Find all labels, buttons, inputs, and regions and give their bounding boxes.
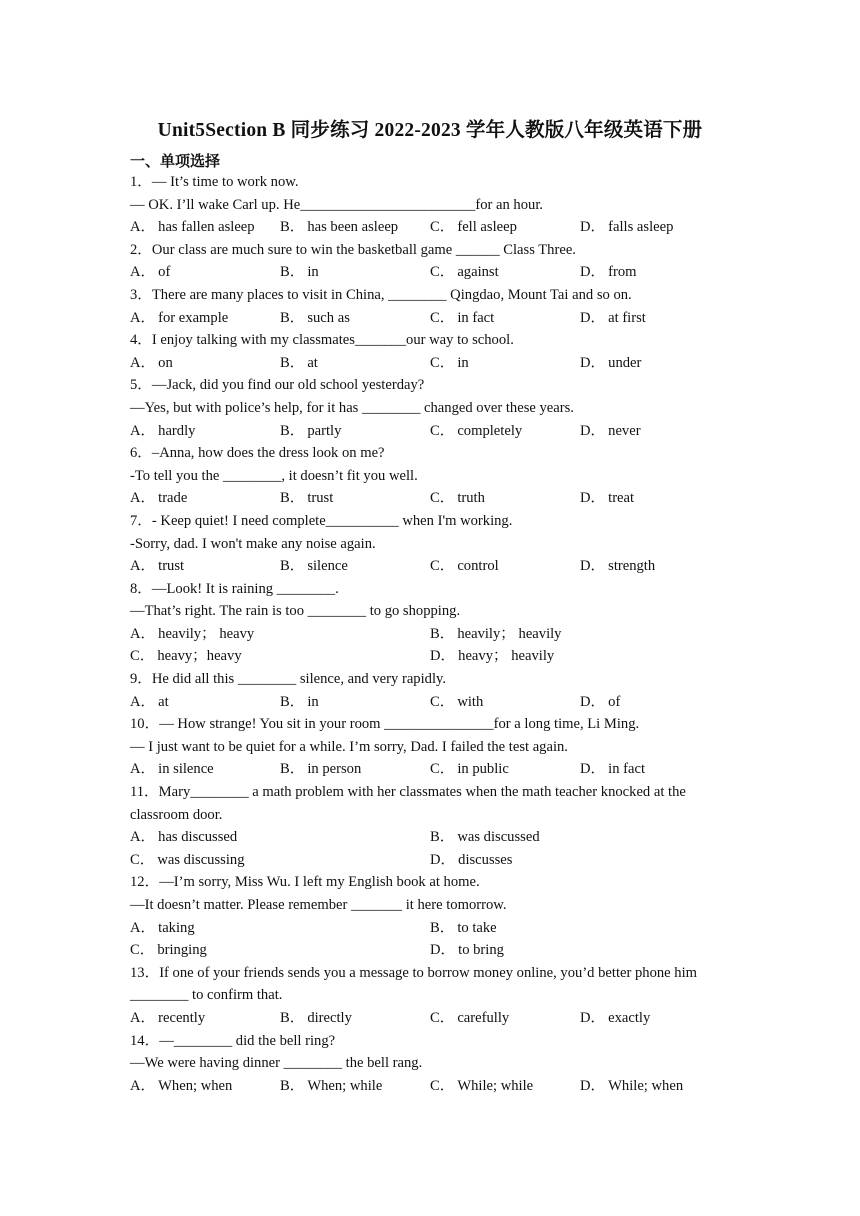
option-text: heavy； heavily [458, 648, 555, 665]
option-letter: C． [430, 490, 455, 507]
option-text: was discussed [457, 829, 540, 846]
option-letter: D． [430, 851, 456, 868]
answer-option[interactable] [580, 555, 655, 578]
option-text: truth [457, 490, 485, 507]
option-letter: C． [430, 422, 455, 439]
document-title: Unit5Section B 同步练习 2022-2023 学年人教版八年级英语下册 [157, 120, 703, 141]
option-text: in fact [608, 761, 646, 778]
option-letter: B． [280, 264, 305, 281]
question-stem: 13．If one of your friends sends you a message to borrow money online, you’d better phone him [130, 964, 698, 981]
option-letter: C． [130, 648, 155, 665]
question-stem-continued: -Sorry, dad. I won't make any noise again. [130, 535, 376, 552]
question-item [130, 871, 730, 961]
option-row [130, 261, 730, 284]
option-letter: B． [280, 761, 305, 778]
option-text: silence [307, 558, 348, 575]
question-stem: 8．—Look! It is raining ________. [130, 580, 339, 597]
question-stem: 6．–Anna, how does the dress look on me? [130, 445, 385, 462]
answer-option[interactable] [130, 487, 187, 510]
option-text: heavily； heavy [158, 625, 255, 642]
answer-option[interactable] [130, 352, 173, 375]
option-letter: B． [280, 422, 305, 439]
option-letter: B． [280, 1077, 305, 1094]
option-letter: A． [130, 354, 156, 371]
option-text: in public [457, 761, 509, 778]
answer-option[interactable] [430, 420, 522, 443]
answer-option[interactable] [130, 758, 214, 781]
option-letter: B． [280, 490, 305, 507]
option-letter: D． [580, 264, 606, 281]
option-letter: B． [280, 1009, 305, 1026]
option-text: exactly [608, 1009, 651, 1026]
option-text: recently [158, 1009, 206, 1026]
question-stem: 2．Our class are much sure to win the basketball game ______ Class Three. [130, 241, 576, 258]
answer-option[interactable] [130, 1075, 232, 1098]
option-letter: A． [130, 919, 156, 936]
option-letter: D． [580, 693, 606, 710]
option-letter: A． [130, 1077, 156, 1094]
option-letter: C． [430, 264, 455, 281]
answer-option[interactable] [130, 623, 254, 646]
question-stem-continued: —Yes, but with police’s help, for it has ________ changed over these years. [130, 399, 574, 416]
option-letter: C． [430, 1077, 455, 1094]
answer-option[interactable] [130, 216, 255, 239]
option-text: While; while [457, 1077, 534, 1094]
option-row [130, 623, 730, 646]
option-text: heavy；heavy [157, 648, 242, 665]
question-stem-continued: —That’s right. The rain is too ________ to go shopping. [130, 603, 461, 620]
option-text: While; when [608, 1077, 684, 1094]
answer-option[interactable] [430, 645, 554, 668]
option-text: falls asleep [608, 219, 674, 236]
option-text: bringing [157, 942, 207, 959]
answer-option[interactable] [130, 917, 195, 940]
option-text: at first [608, 309, 646, 326]
option-text: When; while [307, 1077, 383, 1094]
option-text: with [457, 693, 484, 710]
option-letter: D． [430, 942, 456, 959]
option-text: has fallen asleep [158, 219, 255, 236]
answer-option[interactable] [280, 691, 319, 714]
option-letter: C． [430, 309, 455, 326]
option-text: carefully [457, 1009, 510, 1026]
question-item [130, 284, 730, 329]
question-stem: 1．— It’s time to work now. [130, 174, 299, 190]
question-item [130, 1030, 730, 1098]
option-text: When; when [158, 1077, 233, 1094]
option-row [130, 352, 730, 375]
answer-option[interactable] [280, 487, 333, 510]
question-stem-continued: —It doesn’t matter. Please remember _______ it here tomorrow. [130, 897, 507, 913]
answer-option[interactable] [580, 420, 641, 443]
option-letter: D． [580, 490, 606, 507]
question-item [130, 578, 730, 668]
question-item [130, 510, 730, 578]
option-text: at [158, 693, 169, 710]
option-letter: D． [580, 422, 606, 439]
option-text: in [307, 693, 319, 710]
question-item [130, 239, 730, 284]
option-text: trust [307, 490, 334, 507]
answer-option[interactable] [430, 849, 512, 872]
answer-option[interactable] [580, 261, 637, 284]
option-text: control [457, 558, 499, 575]
option-text: in [457, 354, 469, 371]
answer-option[interactable] [280, 758, 361, 781]
question-stem: 3．There are many places to visit in China, ________ Qingdao, Mount Tai and so on. [130, 286, 632, 303]
option-text: fell asleep [457, 219, 517, 236]
question-stem: 5．—Jack, did you find our old school yesterday? [130, 377, 425, 394]
answer-option[interactable] [130, 307, 228, 330]
answer-option[interactable] [430, 216, 517, 239]
question-stem: 4．I enjoy talking with my classmates_______our way to school. [130, 332, 514, 349]
option-letter: A． [130, 422, 156, 439]
option-letter: B． [280, 309, 305, 326]
answer-option[interactable] [580, 1075, 683, 1098]
option-text: taking [158, 919, 195, 936]
question-item [130, 171, 730, 239]
option-row [130, 555, 730, 578]
option-text: of [608, 693, 621, 710]
option-letter: B． [280, 219, 305, 236]
option-letter: A． [130, 829, 156, 846]
option-letter: D． [580, 1077, 606, 1094]
option-text: on [158, 354, 173, 371]
option-text: in silence [158, 761, 214, 778]
option-row [130, 1075, 730, 1098]
question-stem-continued: ________ to confirm that. [130, 987, 283, 1004]
answer-option[interactable] [430, 487, 485, 510]
question-list [130, 171, 730, 1097]
option-letter: A． [130, 219, 156, 236]
option-letter: D． [580, 761, 606, 778]
option-text: never [608, 422, 641, 439]
question-stem-continued: classroom door. [130, 806, 223, 823]
question-item [130, 374, 730, 442]
option-row [130, 487, 730, 510]
option-letter: C． [430, 693, 455, 710]
option-row [130, 645, 730, 668]
option-row [130, 917, 730, 940]
answer-option[interactable] [430, 1007, 509, 1030]
option-letter: C． [430, 1009, 455, 1026]
option-letter: A． [130, 264, 156, 281]
answer-option[interactable] [580, 307, 646, 330]
answer-option[interactable] [130, 691, 169, 714]
option-letter: A． [130, 309, 156, 326]
answer-option[interactable] [580, 758, 645, 781]
option-text: treat [608, 490, 635, 507]
answer-option[interactable] [430, 826, 540, 849]
answer-option[interactable] [280, 216, 398, 239]
option-letter: D． [580, 309, 606, 326]
answer-option[interactable] [130, 420, 195, 443]
option-letter: C． [430, 354, 455, 371]
option-text: of [158, 264, 171, 281]
option-letter: D． [430, 648, 456, 665]
question-stem-continued: — I just want to be quiet for a while. I’m sorry, Dad. I failed the test again. [130, 738, 568, 755]
answer-option[interactable] [130, 849, 245, 872]
answer-option[interactable] [280, 1007, 352, 1030]
option-letter: D． [580, 219, 606, 236]
option-row [130, 1007, 730, 1030]
option-letter: A． [130, 625, 156, 642]
answer-option[interactable] [430, 307, 494, 330]
option-row [130, 758, 730, 781]
option-text: partly [307, 422, 342, 439]
question-stem: 14．—________ did the bell ring? [130, 1032, 336, 1049]
answer-option[interactable] [580, 216, 673, 239]
option-letter: C． [430, 219, 455, 236]
answer-option[interactable] [280, 420, 341, 443]
option-text: from [608, 264, 637, 281]
option-letter: A． [130, 558, 156, 575]
option-text: in fact [457, 309, 495, 326]
answer-option[interactable] [430, 1075, 533, 1098]
question-stem: 11．Mary________ a math problem with her classmates when the math teacher knocked at the [130, 784, 686, 801]
question-stem-continued: —We were having dinner ________ the bell rang. [130, 1055, 423, 1072]
answer-option[interactable] [130, 645, 242, 668]
option-text: discusses [458, 851, 513, 868]
option-text: directly [307, 1009, 352, 1026]
option-text: such as [307, 309, 350, 326]
option-letter: D． [580, 1009, 606, 1026]
section-heading: 一、单项选择 [130, 152, 221, 170]
answer-option[interactable] [430, 758, 509, 781]
question-stem-continued: -To tell you the ________, it doesn’t fit you well. [130, 467, 418, 484]
option-row [130, 691, 730, 714]
answer-option[interactable] [430, 917, 497, 940]
option-text: in person [307, 761, 362, 778]
option-text: hardly [158, 422, 196, 439]
option-row [130, 307, 730, 330]
answer-option[interactable] [130, 826, 237, 849]
option-row [130, 420, 730, 443]
answer-option[interactable] [430, 623, 561, 646]
answer-option[interactable] [430, 939, 504, 962]
option-letter: D． [580, 354, 606, 371]
answer-option[interactable] [580, 487, 634, 510]
answer-option[interactable] [580, 352, 641, 375]
question-stem-continued: — OK. I’ll wake Carl up. He________________________for an hour. [130, 196, 544, 213]
option-letter: B． [430, 625, 455, 642]
question-item [130, 329, 730, 374]
option-letter: D． [580, 558, 606, 575]
answer-option[interactable] [280, 352, 318, 375]
answer-option[interactable] [280, 261, 319, 284]
option-text: was discussing [157, 851, 245, 868]
answer-option[interactable] [130, 555, 184, 578]
option-row [130, 826, 730, 849]
answer-option[interactable] [130, 1007, 205, 1030]
option-letter: B． [280, 354, 305, 371]
question-item [130, 668, 730, 713]
answer-option[interactable] [130, 939, 207, 962]
option-text: has discussed [158, 829, 238, 846]
option-text: against [457, 264, 499, 281]
option-letter: C． [130, 851, 155, 868]
question-stem: 10．— How strange! You sit in your room _______________for a long time, Li Ming. [130, 716, 640, 733]
answer-option[interactable] [280, 555, 348, 578]
answer-option[interactable] [580, 1007, 650, 1030]
answer-option[interactable] [580, 691, 620, 714]
option-text: trust [158, 558, 185, 575]
question-item [130, 713, 730, 781]
option-row [130, 216, 730, 239]
question-item [130, 442, 730, 510]
answer-option[interactable] [130, 261, 170, 284]
question-stem: 9．He did all this ________ silence, and very rapidly. [130, 671, 446, 688]
option-letter: A． [130, 693, 156, 710]
option-row [130, 939, 730, 962]
option-text: trade [158, 490, 188, 507]
question-stem: 7．- Keep quiet! I need complete__________ when I'm working. [130, 512, 513, 529]
option-text: at [307, 354, 318, 371]
option-text: to take [457, 919, 497, 936]
option-letter: B． [280, 693, 305, 710]
option-letter: A． [130, 490, 156, 507]
option-text: has been asleep [307, 219, 399, 236]
option-text: strength [608, 558, 656, 575]
answer-option[interactable] [430, 261, 499, 284]
option-row [130, 849, 730, 872]
answer-option[interactable] [430, 691, 483, 714]
option-text: for example [158, 309, 229, 326]
option-letter: C． [430, 761, 455, 778]
option-letter: C． [430, 558, 455, 575]
answer-option[interactable] [280, 1075, 382, 1098]
option-text: in [307, 264, 319, 281]
option-letter: B． [430, 919, 455, 936]
option-text: under [608, 354, 642, 371]
question-stem: 12．—I’m sorry, Miss Wu. I left my English book at home. [130, 874, 480, 891]
option-text: to bring [458, 942, 504, 959]
option-letter: A． [130, 761, 156, 778]
option-text: completely [457, 422, 523, 439]
answer-option[interactable] [430, 352, 469, 375]
option-letter: C． [130, 942, 155, 959]
question-item [130, 781, 730, 871]
option-letter: A． [130, 1009, 156, 1026]
option-letter: B． [430, 829, 455, 846]
option-text: heavily； heavily [457, 625, 562, 642]
question-item [130, 962, 730, 1030]
answer-option[interactable] [280, 307, 350, 330]
option-letter: B． [280, 558, 305, 575]
answer-option[interactable] [430, 555, 499, 578]
